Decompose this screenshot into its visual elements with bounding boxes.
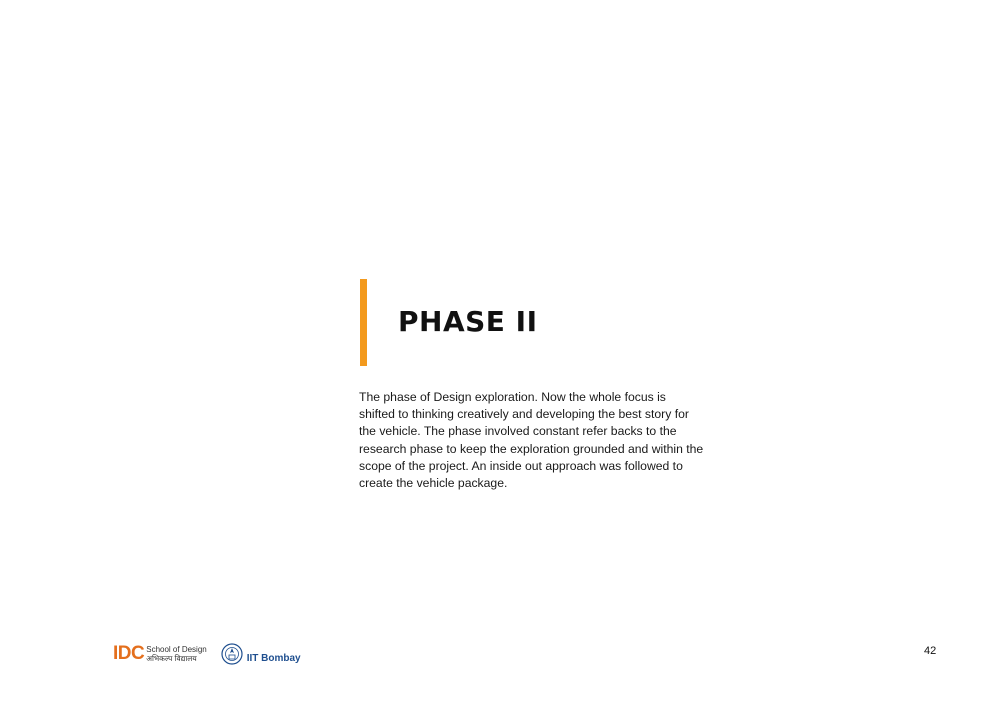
accent-bar	[360, 279, 367, 366]
page-number: 42	[924, 645, 937, 657]
iit-bombay-emblem-icon	[221, 643, 243, 665]
idc-logo-text	[146, 645, 206, 663]
idc-logo-line2: अभिकल्प विद्यालय	[146, 654, 197, 663]
footer-logos	[113, 642, 301, 666]
idc-logo-line1: School of Design	[146, 645, 207, 654]
page-title: PHASE II	[398, 305, 538, 338]
iit-bombay-name: IIT Bombay	[246, 652, 301, 664]
idc-logo-mark: IDC	[113, 643, 145, 664]
body-paragraph: The phase of Design exploration. Now the whole focus is shifted to thinking creatively and developing the best story for the vehicle. The phase involved constant refer backs to the research phase to keep the exploration grounded and within the scope of the project. An inside out approach was followed to create the vehicle package.	[359, 390, 704, 491]
